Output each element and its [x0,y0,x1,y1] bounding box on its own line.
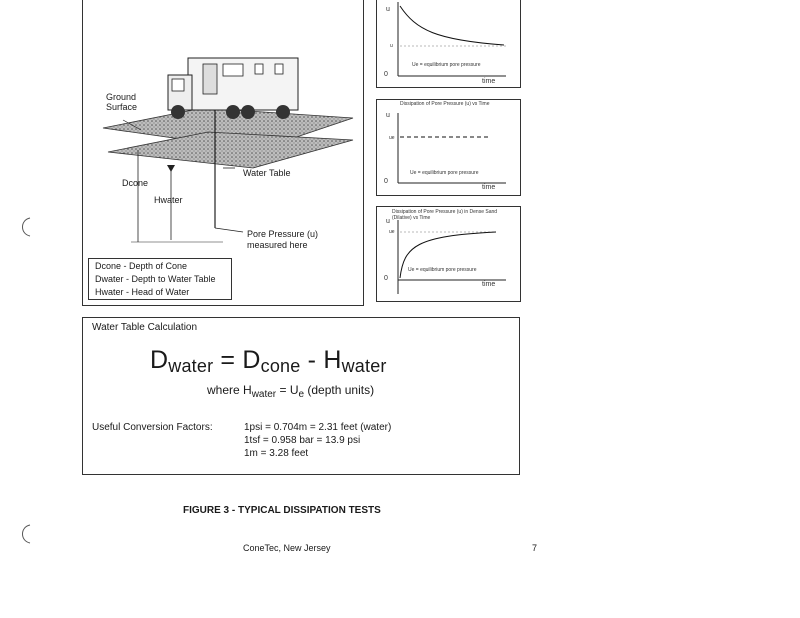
water-table-equation: $D_{water} = D_{cone} - H_{water}$ [150,346,387,376]
hwater-label: Hwater [154,195,183,205]
plot-3-y-label: u [386,218,390,225]
plot-1-level: u [390,43,393,49]
plot-3-note: Ue = equilibrium pore pressure [408,267,477,273]
plot-2-title: Dissipation of Pore Pressure (u) vs Time [400,101,490,107]
plot-1-y-label: u [386,6,390,13]
plot-1-x-label: time [482,78,496,85]
plot-2 [376,99,520,194]
plot-3-zero: 0 [384,275,388,282]
footer-company: ConeTec, New Jersey [243,543,331,553]
conversion-line: 1m = 3.28 feet [244,448,309,459]
plot-2-x-label: time [482,184,496,191]
legend-item: Dwater - Depth to Water Table [95,274,216,284]
plot-1-zero: 0 [384,71,388,78]
plot-1-note: Ue = equilibrium pore pressure [412,62,481,68]
plot-3-title: Dissipation of Pore Pressure (u) in Dense Sand (Dilative) vs Time [392,209,498,221]
conversion-line: 1tsf = 0.958 bar = 13.9 psi [244,435,361,446]
plot-3-x-label: time [482,281,496,288]
equation-where-clause: where $H_{water} = U_e$ (depth units) [207,383,375,400]
figure-caption: FIGURE 3 - TYPICAL DISSIPATION TESTS [183,505,381,516]
plot-1 [376,0,520,88]
binder-hole-mark [14,216,34,240]
plot-2-zero: 0 [384,178,388,185]
water-table-slab [108,132,353,168]
page-number: 7 [532,543,538,553]
plot-3-level: ue [389,229,395,235]
plot-2-note: Ue = equilibrium pore pressure [410,170,479,176]
plot-2-y-label: u [386,112,390,119]
diagram-legend [88,258,232,300]
pore-pressure-label: Pore Pressure (u) measured here [247,229,319,250]
conversion-line: 1psi = 0.704m = 2.31 feet (water) [244,422,392,433]
conversion-label: Useful Conversion Factors: [92,422,213,433]
ground-surface-label: Ground Surface [106,92,138,112]
water-table-label: Water Table [243,168,291,178]
plot-2-level: ue [389,135,395,141]
legend-item: Hwater - Head of Water [95,287,190,297]
legend-item: Dcone - Depth of Cone [95,261,188,271]
dcone-label: Dcone [122,178,149,188]
binder-hole-mark [14,523,34,547]
cpt-truck-illustration [168,58,298,119]
calc-title: Water Table Calculation [92,322,198,333]
